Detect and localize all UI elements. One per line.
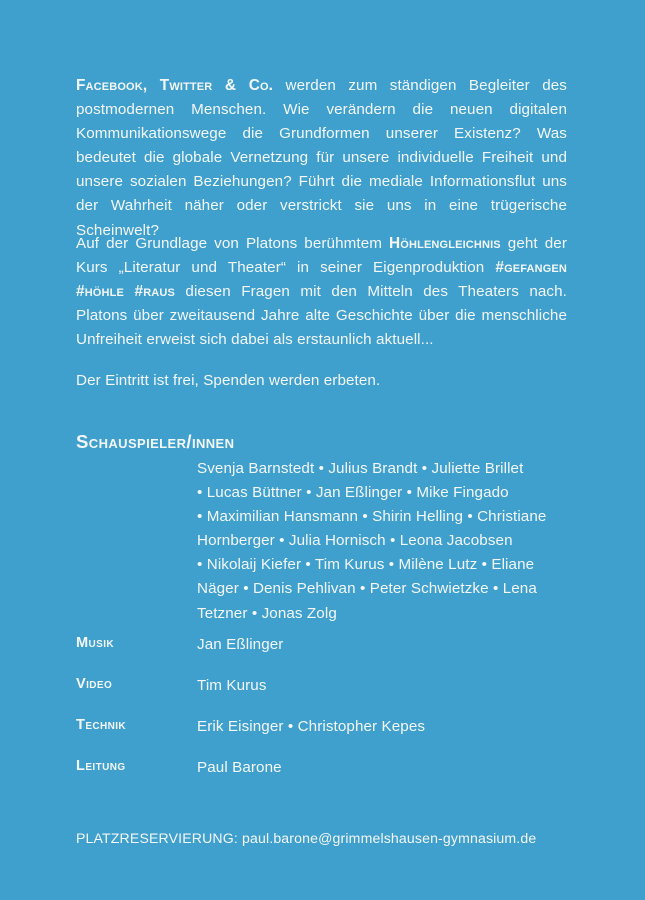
cast-name-separator: •: [247, 604, 262, 622]
cast-name-separator: •: [358, 508, 373, 526]
cast-name: Shirin Helling: [372, 508, 464, 526]
cast-name: Svenja Barnstedt: [197, 460, 315, 477]
cast-name-separator: •: [197, 484, 207, 502]
cast-name: Eliane Näger: [197, 556, 535, 598]
cast-name-separator: •: [301, 556, 315, 574]
credit-value: Tim Kurus: [197, 677, 267, 694]
cast-name: Maximilian Hansmann: [206, 508, 359, 526]
cast-name: Juliette Brillet: [431, 460, 524, 477]
credits-list: [76, 635, 567, 799]
cast-name: Peter Schwietzke: [369, 580, 489, 598]
cast-name: Julius Brandt: [328, 460, 418, 477]
cast-name: Lena Tetzner: [197, 580, 537, 622]
cast-name: Mike Fingado: [416, 484, 509, 502]
credit-row: [76, 635, 567, 676]
cast-name: Nikolaij Kiefer: [206, 556, 302, 574]
cast-name-separator: •: [417, 460, 432, 477]
cast-name-separator: •: [488, 580, 503, 598]
body-part-2: geht der Kurs „Literatur und Theater“ in seiner Eigenproduktion: [76, 235, 567, 277]
cast-name-separator: •: [274, 532, 289, 550]
cast-name-separator: •: [402, 484, 417, 502]
credit-row: [76, 758, 567, 799]
cast-name: Denis Pehlivan: [252, 580, 356, 598]
cast-name-separator: •: [385, 532, 400, 550]
cast-name: Jan Eßlinger: [315, 484, 403, 502]
body-part-3: diesen Fragen mit den Mitteln des Theaters nach. Platons über zweitausend Jahre alte Geschichte über die menschliche Unfreiheit erweist sich dabei als erstaunlich aktuell...: [76, 283, 567, 349]
cast-name-separator: •: [314, 460, 329, 477]
credit-row: [76, 717, 567, 758]
credit-label: Leitung: [76, 758, 126, 774]
cast-name-separator: •: [463, 508, 478, 526]
cast-name-separator: •: [384, 556, 399, 574]
cast-name-separator: •: [197, 508, 207, 526]
cast-name-separator: •: [355, 580, 370, 598]
credit-row: [76, 676, 567, 717]
credit-label: Musik: [76, 635, 115, 651]
intro-lead-rest: werden zum ständigen Begleiter des postmodernen Menschen. Wie verändern die neuen digitalen Kommunikationswege die Grundformen unserer Existenz? Was bedeutet die globale Vernetzung für unsere individuelle Freiheit und unsere sozialen Beziehungen? Führt die mediale Informationsflut uns der Wahrheit näher oder verstrickt sie uns in eine trügerische Scheinwelt?: [76, 77, 567, 239]
cast-name: Tim Kurus: [314, 556, 385, 574]
intro-paragraph: [76, 74, 567, 243]
cast-name-separator: •: [197, 556, 207, 574]
cast-section-heading: Schauspieler/innen: [76, 431, 235, 452]
cast-name: Julia Hornisch: [288, 532, 386, 550]
cast-name-separator: •: [238, 580, 253, 598]
cast-name-separator: •: [477, 556, 492, 574]
body-part-1: Auf der Grundlage von Platons berühmtem: [76, 235, 390, 252]
credit-value: Jan Eßlinger: [197, 636, 284, 653]
admission-note: Der Eintritt ist frei, Spenden werden erbeten.: [76, 372, 381, 389]
credit-label: Technik: [76, 717, 127, 733]
cast-name: Lucas Büttner: [206, 484, 302, 502]
intro-lead-emphasis: Facebook, Twitter & Co.: [76, 77, 274, 94]
cast-name: Christiane Hornberger: [197, 508, 547, 550]
credit-value: Erik Eisinger • Christopher Kepes: [197, 718, 426, 735]
body-emphasis-hoehlengleichnis: Höhlengleichnis: [389, 235, 501, 252]
credit-value: Paul Barone: [197, 759, 282, 776]
cast-name-separator: •: [301, 484, 316, 502]
cast-name: Jonas Zolg: [261, 604, 337, 622]
credit-label: Video: [76, 676, 113, 692]
cast-names-list: [197, 457, 561, 626]
cast-name: Milène Lutz: [398, 556, 478, 574]
body-paragraph: [76, 232, 567, 352]
reservation-footer: PLATZRESERVIERUNG: paul.barone@grimmelshausen-gymnasium.de: [76, 830, 537, 846]
flyer-page: [76, 0, 567, 900]
cast-name: Leona Jacobsen: [399, 532, 513, 550]
body-emphasis-hashtags: #gefangen #höhle #raus: [76, 259, 567, 301]
